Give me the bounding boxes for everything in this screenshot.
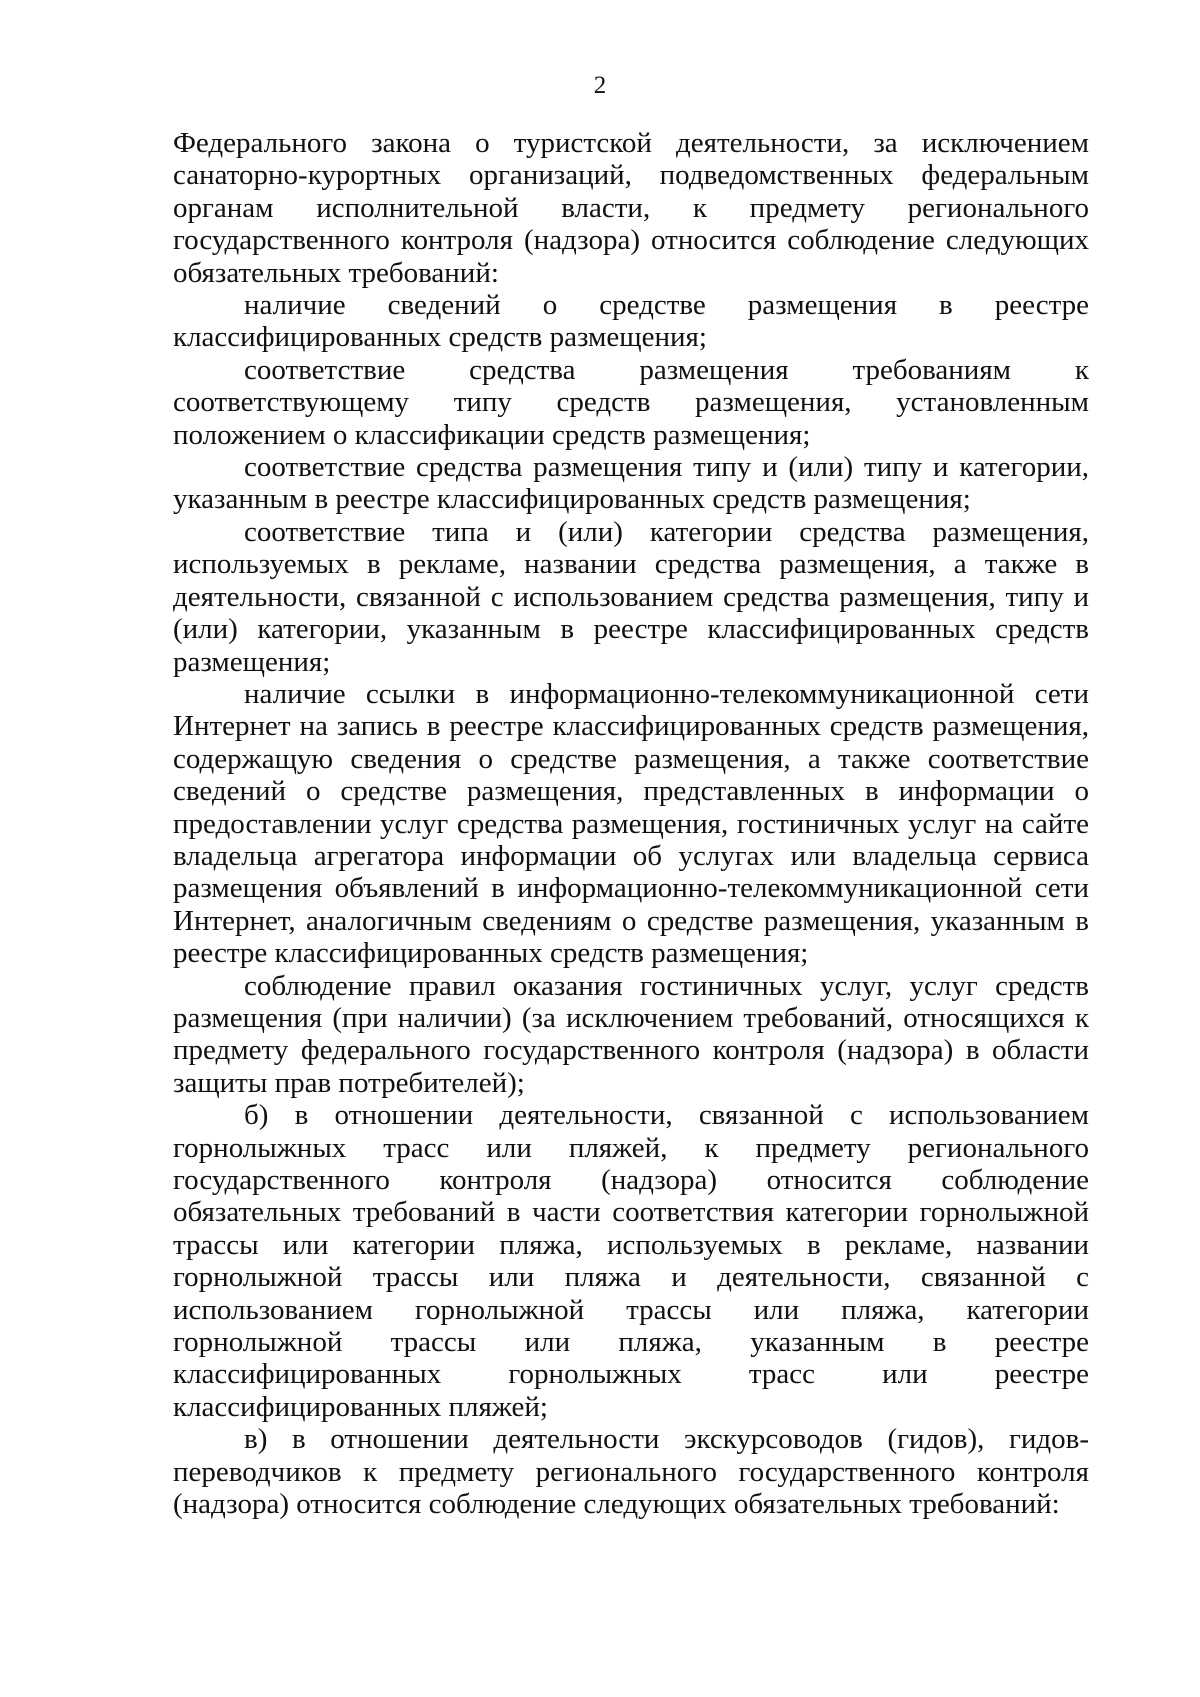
page-number: 2 xyxy=(593,72,607,99)
paragraph-internet-link: наличие ссылки в информационно-телекоммуникационной сети Интернет на запись в реестре классифицированных средств размещения, содержащую сведения о средстве размещения, а также соответствие сведений о средстве размещения, представленных в информации о предоставлении услуг средства размещения, гостиничных услуг на сайте владельца агрегатора информации об услугах или владельца сервиса размещения объявлений в информационно-телекоммуникационной сети Интернет, аналогичным сведениям о средстве размещения, указанным в реестре классифицированных средств размещения; xyxy=(173,677,1089,970)
paragraph-intro: Федерального закона о туристской деятельности, за исключением санаторно-курортных организаций, подведомственных федеральным органам исполнительной власти, к предмету регионального государственного контроля (надзора) относится соблюдение следующих обязательных требований: xyxy=(173,127,1089,289)
paragraph-hotel-services-rules: соблюдение правил оказания гостиничных услуг, услуг средств размещения (при наличии) (за исключением требований, относящихся к предмету федерального государственного контроля (надзора) в области защиты прав потребителей); xyxy=(173,969,1089,1099)
paragraph-item-v-guides: в) в отношении деятельности экскурсоводов (гидов), гидов-переводчиков к предмету регионального государственного контроля (надзора) относится соблюдение следующих обязательных требований: xyxy=(173,1423,1089,1521)
paragraph-registry-info: наличие сведений о средстве размещения в реестре классифицированных средств размещения; xyxy=(173,289,1089,354)
paragraph-item-b-ski-beaches: б) в отношении деятельности, связанной с использованием горнолыжных трасс или пляжей, к предмету регионального государственного контроля (надзора) относится соблюдение обязательных требований в части соответствия категории горнолыжной трассы или категории пляжа, используемых в рекламе, названии горнолыжной трассы или пляжа и деятельности, связанной с использованием горнолыжной трассы или пляжа, категории горнолыжной трассы или пляжа, указанным в реестре классифицированных горнолыжных трасс или реестре классифицированных пляжей; xyxy=(173,1099,1089,1423)
paragraph-type-requirements: соответствие средства размещения требованиям к соответствующему типу средств размещения, установленным положением о классификации средств размещения; xyxy=(173,353,1089,451)
paragraph-advertising-match: соответствие типа и (или) категории средства размещения, используемых в рекламе, названии средства размещения, а также в деятельности, связанной с использованием средства размещения, типу и (или) категории, указанным в реестре классифицированных средств размещения; xyxy=(173,515,1089,678)
document-body xyxy=(173,127,1089,1520)
paragraph-type-category-match: соответствие средства размещения типу и (или) типу и категории, указанным в реестре классифицированных средств размещения; xyxy=(173,451,1089,516)
